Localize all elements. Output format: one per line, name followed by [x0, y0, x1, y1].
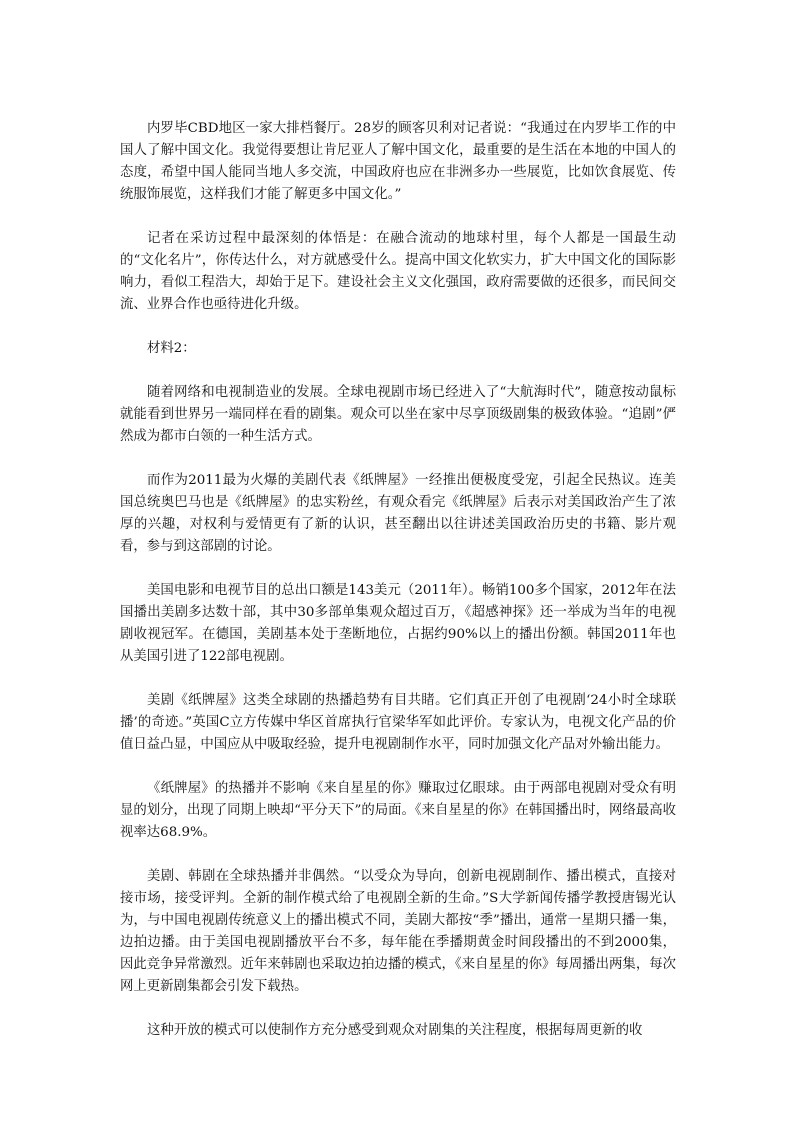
material-2-label: 材料2： — [147, 341, 196, 356]
paragraph-global-drama-trend: 美剧《纸牌屋》这类全球剧的热播趋势有目共睹。它们真正开创了电视剧‘24小时全球联播’的奇迹。”英国C立方传媒中华区首席执行官梁华军如此评价。专家认为，电视文化产品的价值日益凸显，中国应从中吸取经验，提升电视剧制作水平，同时加强文化产品对外输出能力。 — [120, 693, 676, 752]
paragraph-us-exports: 美国电影和电视节目的总出口额是143美元（2011年）。畅销100多个国家，2012年在法国播出美剧多达数十部，其中30多部单集观众超过百万，《超感神探》还一举成为当年的电视剧收视冠军。在德国，美剧基本处于垄断地位，占据约90%以上的播出份额。韩国2011年也从美国引进了122部电视剧。 — [120, 583, 676, 664]
paragraph-broadcast-model: 美剧、韩剧在全球热播并非偶然。“以受众为导向，创新电视剧制作、播出模式，直接对接市场，接受评判。全新的制作模式给了电视剧全新的生命。”S大学新闻传播学教授唐锡光认为，与中国电视剧传统意义上的播出模式不同，美剧大都按“季”播出，通常一星期只播一集，边拍边播。由于美国电视剧播放平台不多，每年能在季播期黄金时间段播出的不到2000集，因此竞争异常激烈。近年来韩剧也采取边拍边播的模式，《来自星星的你》每周播出两集，每次网上更新剧集都会引发下载热。 — [120, 869, 676, 994]
paragraph-reporter-insight: 记者在采访过程中最深刻的体悟是：在融合流动的地球村里，每个人都是一国最生动的“文化名片”，你传达什么，对方就感受什么。提高中国文化软实力，扩大中国文化的国际影响力，看似工程浩大，却始于足下。建设社会主义文化强国，政府需要做的还很多，而民间交流、业界合作也亟待进化升级。 — [120, 231, 676, 312]
paragraph-open-model: 这种开放的模式可以使制作方充分感受到观众对剧集的关注程度，根据每周更新的收 — [147, 1023, 643, 1038]
document-page — [120, 118, 676, 1064]
paragraph-house-of-cards: 而作为2011最为火爆的美剧代表《纸牌屋》一经推出便极度受宠，引起全民热议。连美国总统奥巴马也是《纸牌屋》的忠实粉丝，有观众看完《纸牌屋》后表示对美国政治产生了浓厚的兴趣，对权利与爱情更有了新的认识，甚至翻出以往讲述美国政治历史的书籍、影片观看，参与到这部剧的讨论。 — [120, 473, 676, 554]
paragraph-star-drama: 《纸牌屋》的热播并不影响《来自星星的你》赚取过亿眼球。由于两部电视剧对受众有明显的划分，出现了同期上映却“平分天下”的局面。《来自星星的你》在韩国播出时，网络最高收视率达68.9%。 — [120, 781, 677, 840]
paragraph-nairobi-restaurant: 内罗毕CBD地区一家大排档餐厅。28岁的顾客贝利对记者说：“我通过在内罗毕工作的中国人了解中国文化。我觉得要想让肯尼亚人了解中国文化，最重要的是生活在本地的中国人的态度，希望中国人能同当地人多交流，中国政府也应在非洲多办一些展览，比如饮食展览、传统服饰展览，这样我们才能了解更多中国文化。” — [120, 121, 676, 202]
paragraph-tv-market: 随着网络和电视制造业的发展。全球电视剧市场已经进入了“大航海时代”，随意按动鼠标就能看到世界另一端同样在看的剧集。观众可以坐在家中尽享顶级剧集的极致体验。“追剧”俨然成为都市白领的一种生活方式。 — [120, 385, 676, 444]
